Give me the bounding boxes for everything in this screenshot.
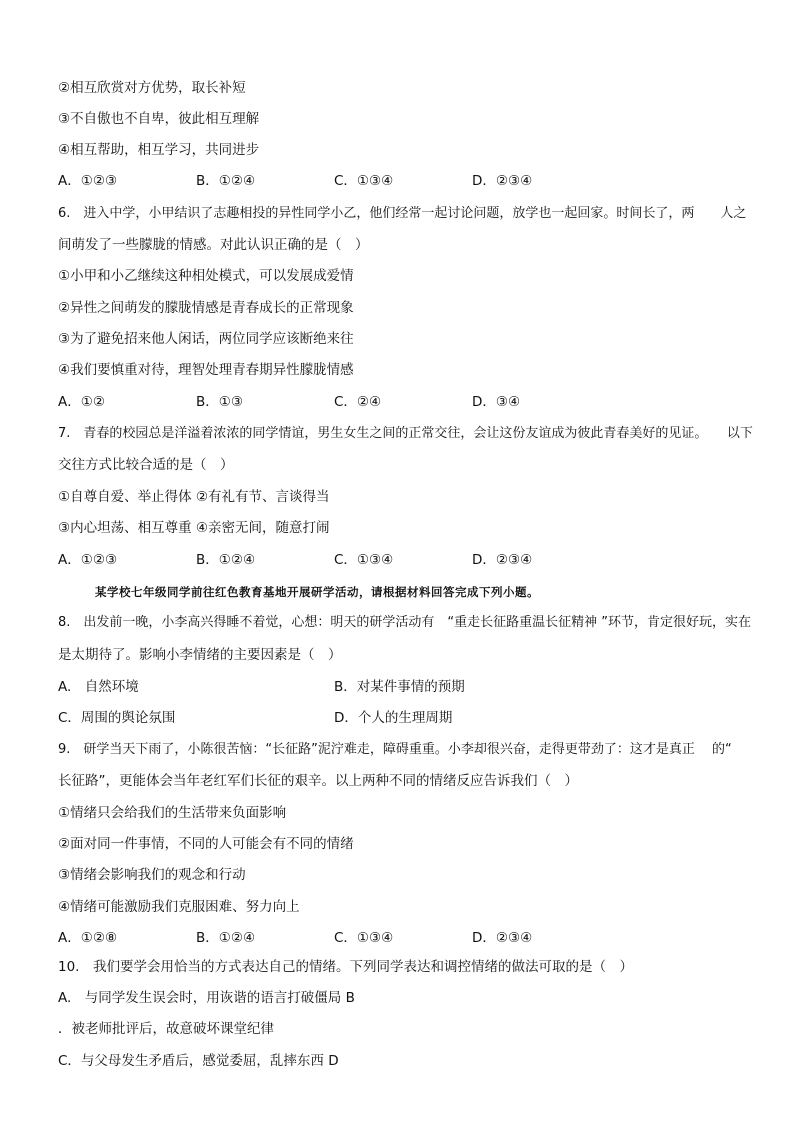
q9-item-3: ③情绪会影响我们的观念和行动 bbox=[58, 867, 246, 883]
q8-stem-line-2: 是太期待了。影响小李情绪的主要因素是（ ） bbox=[58, 647, 342, 663]
q10-stem: 10. 我们要学会用恰当的方式表达自己的情绪。下列同学表达和调控情绪的做法可取的是（ ） bbox=[58, 959, 633, 975]
q8-option-a: A. 自然环境 bbox=[58, 679, 139, 695]
q10-line-1: A. 与同学发生误会时，用诙谐的语言打破僵局 B bbox=[58, 990, 355, 1006]
q6-option-b: B．①③ bbox=[196, 394, 243, 410]
q10-line-2: ．被老师批评后，故意破坏课堂纪律 bbox=[58, 1021, 274, 1037]
q5-item-3: ③不自傲也不自卑，彼此相互理解 bbox=[58, 111, 260, 127]
q6-item-1: ①小甲和小乙继续这种相处模式，可以发展成爱情 bbox=[58, 268, 354, 284]
q6-option-c: C．②④ bbox=[334, 394, 382, 410]
q6-stem-line-2: 间萌发了一些朦胧的情感。对此认识正确的是（ ） bbox=[58, 237, 369, 253]
q8-stem-line-1: 8. 出发前一晚，小李高兴得睡不着觉，心想：明天的研学活动有 “重走长征路重温长征精神 ”环节，肯定很好玩，实在 bbox=[58, 615, 752, 630]
q7-option-b: B．①②④ bbox=[196, 552, 256, 568]
q9-item-2: ②面对同一件事情，不同的人可能会有不同的情绪 bbox=[58, 836, 354, 852]
q5-option-a: A．①②③ bbox=[58, 173, 118, 189]
q7-item-1: ①自尊自爱、举止得体 ②有礼有节、言谈得当 bbox=[58, 489, 330, 505]
q9-item-1: ①情绪只会给我们的生活带来负面影响 bbox=[58, 805, 287, 821]
q9-item-4: ④情绪可能激励我们克服困难、努力向上 bbox=[58, 899, 300, 915]
q8-option-c: C．周围的舆论氛围 bbox=[58, 710, 176, 726]
q9-option-a: A．①②⑧ bbox=[58, 930, 118, 946]
q7-option-c: C．①③④ bbox=[334, 552, 394, 568]
q8-option-d: D．个人的生理周期 bbox=[334, 710, 453, 726]
q7-option-a: A．①②③ bbox=[58, 552, 118, 568]
q7-option-d: D．②③④ bbox=[472, 552, 533, 568]
q7-stem-line-2: 交往方式比较合适的是（ ） bbox=[58, 457, 234, 473]
q9-stem-line-1: 9. 研学当天下雨了，小陈很苦恼：“长征路”泥泞难走，障碍重重。小李却很兴奋，走得更带劲了：这才是真正 的“ bbox=[58, 742, 732, 757]
material-note: 某学校七年级同学前往红色教育基地开展研学活动，请根据材料回答完成下列小题。 bbox=[95, 585, 539, 599]
q6-item-2: ②异性之间萌发的朦胧情感是青春成长的正常现象 bbox=[58, 300, 354, 316]
q6-option-a: A．①② bbox=[58, 394, 105, 410]
q7-item-2: ③内心坦荡、相互尊重 ④亲密无间，随意打闹 bbox=[58, 520, 330, 536]
q10-line-3: C．与父母发生矛盾后，感觉委屈，乱摔东西 D bbox=[58, 1053, 339, 1069]
q6-option-d: D．③④ bbox=[472, 394, 521, 410]
q5-item-2: ②相互欣赏对方优势，取长补短 bbox=[58, 80, 246, 96]
q7-stem-line-1: 7. 青春的校园总是洋溢着浓浓的同学情谊，男生女生之间的正常交往，会让这份友谊成为彼此青春美好的见证。 以下 bbox=[58, 426, 753, 441]
q9-option-c: C．①③④ bbox=[334, 930, 394, 946]
q5-option-d: D．②③④ bbox=[472, 173, 533, 189]
q9-stem-line-2: 长征路”，更能体会当年老红军们长征的艰辛。以上两种不同的情绪反应告诉我们（ ） bbox=[58, 773, 578, 789]
q8-option-b: B．对某件事情的预期 bbox=[334, 679, 465, 695]
q6-item-3: ③为了避免招来他人闲话，两位同学应该断绝来往 bbox=[58, 331, 354, 347]
q9-option-d: D．②③④ bbox=[472, 930, 533, 946]
q6-stem-line-1: 6. 进入中学，小甲结识了志趣相投的异性同学小乙，他们经常一起讨论问题，放学也一起回家。时间长了，两 人之 bbox=[58, 206, 747, 221]
q9-option-b: B．①②④ bbox=[196, 930, 256, 946]
q5-option-c: C．①③④ bbox=[334, 173, 394, 189]
q5-item-4: ④相互帮助，相互学习，共同进步 bbox=[58, 142, 260, 158]
q5-option-b: B．①②④ bbox=[196, 173, 256, 189]
q6-item-4: ④我们要慎重对待，理智处理青春期异性朦胧情感 bbox=[58, 362, 354, 378]
